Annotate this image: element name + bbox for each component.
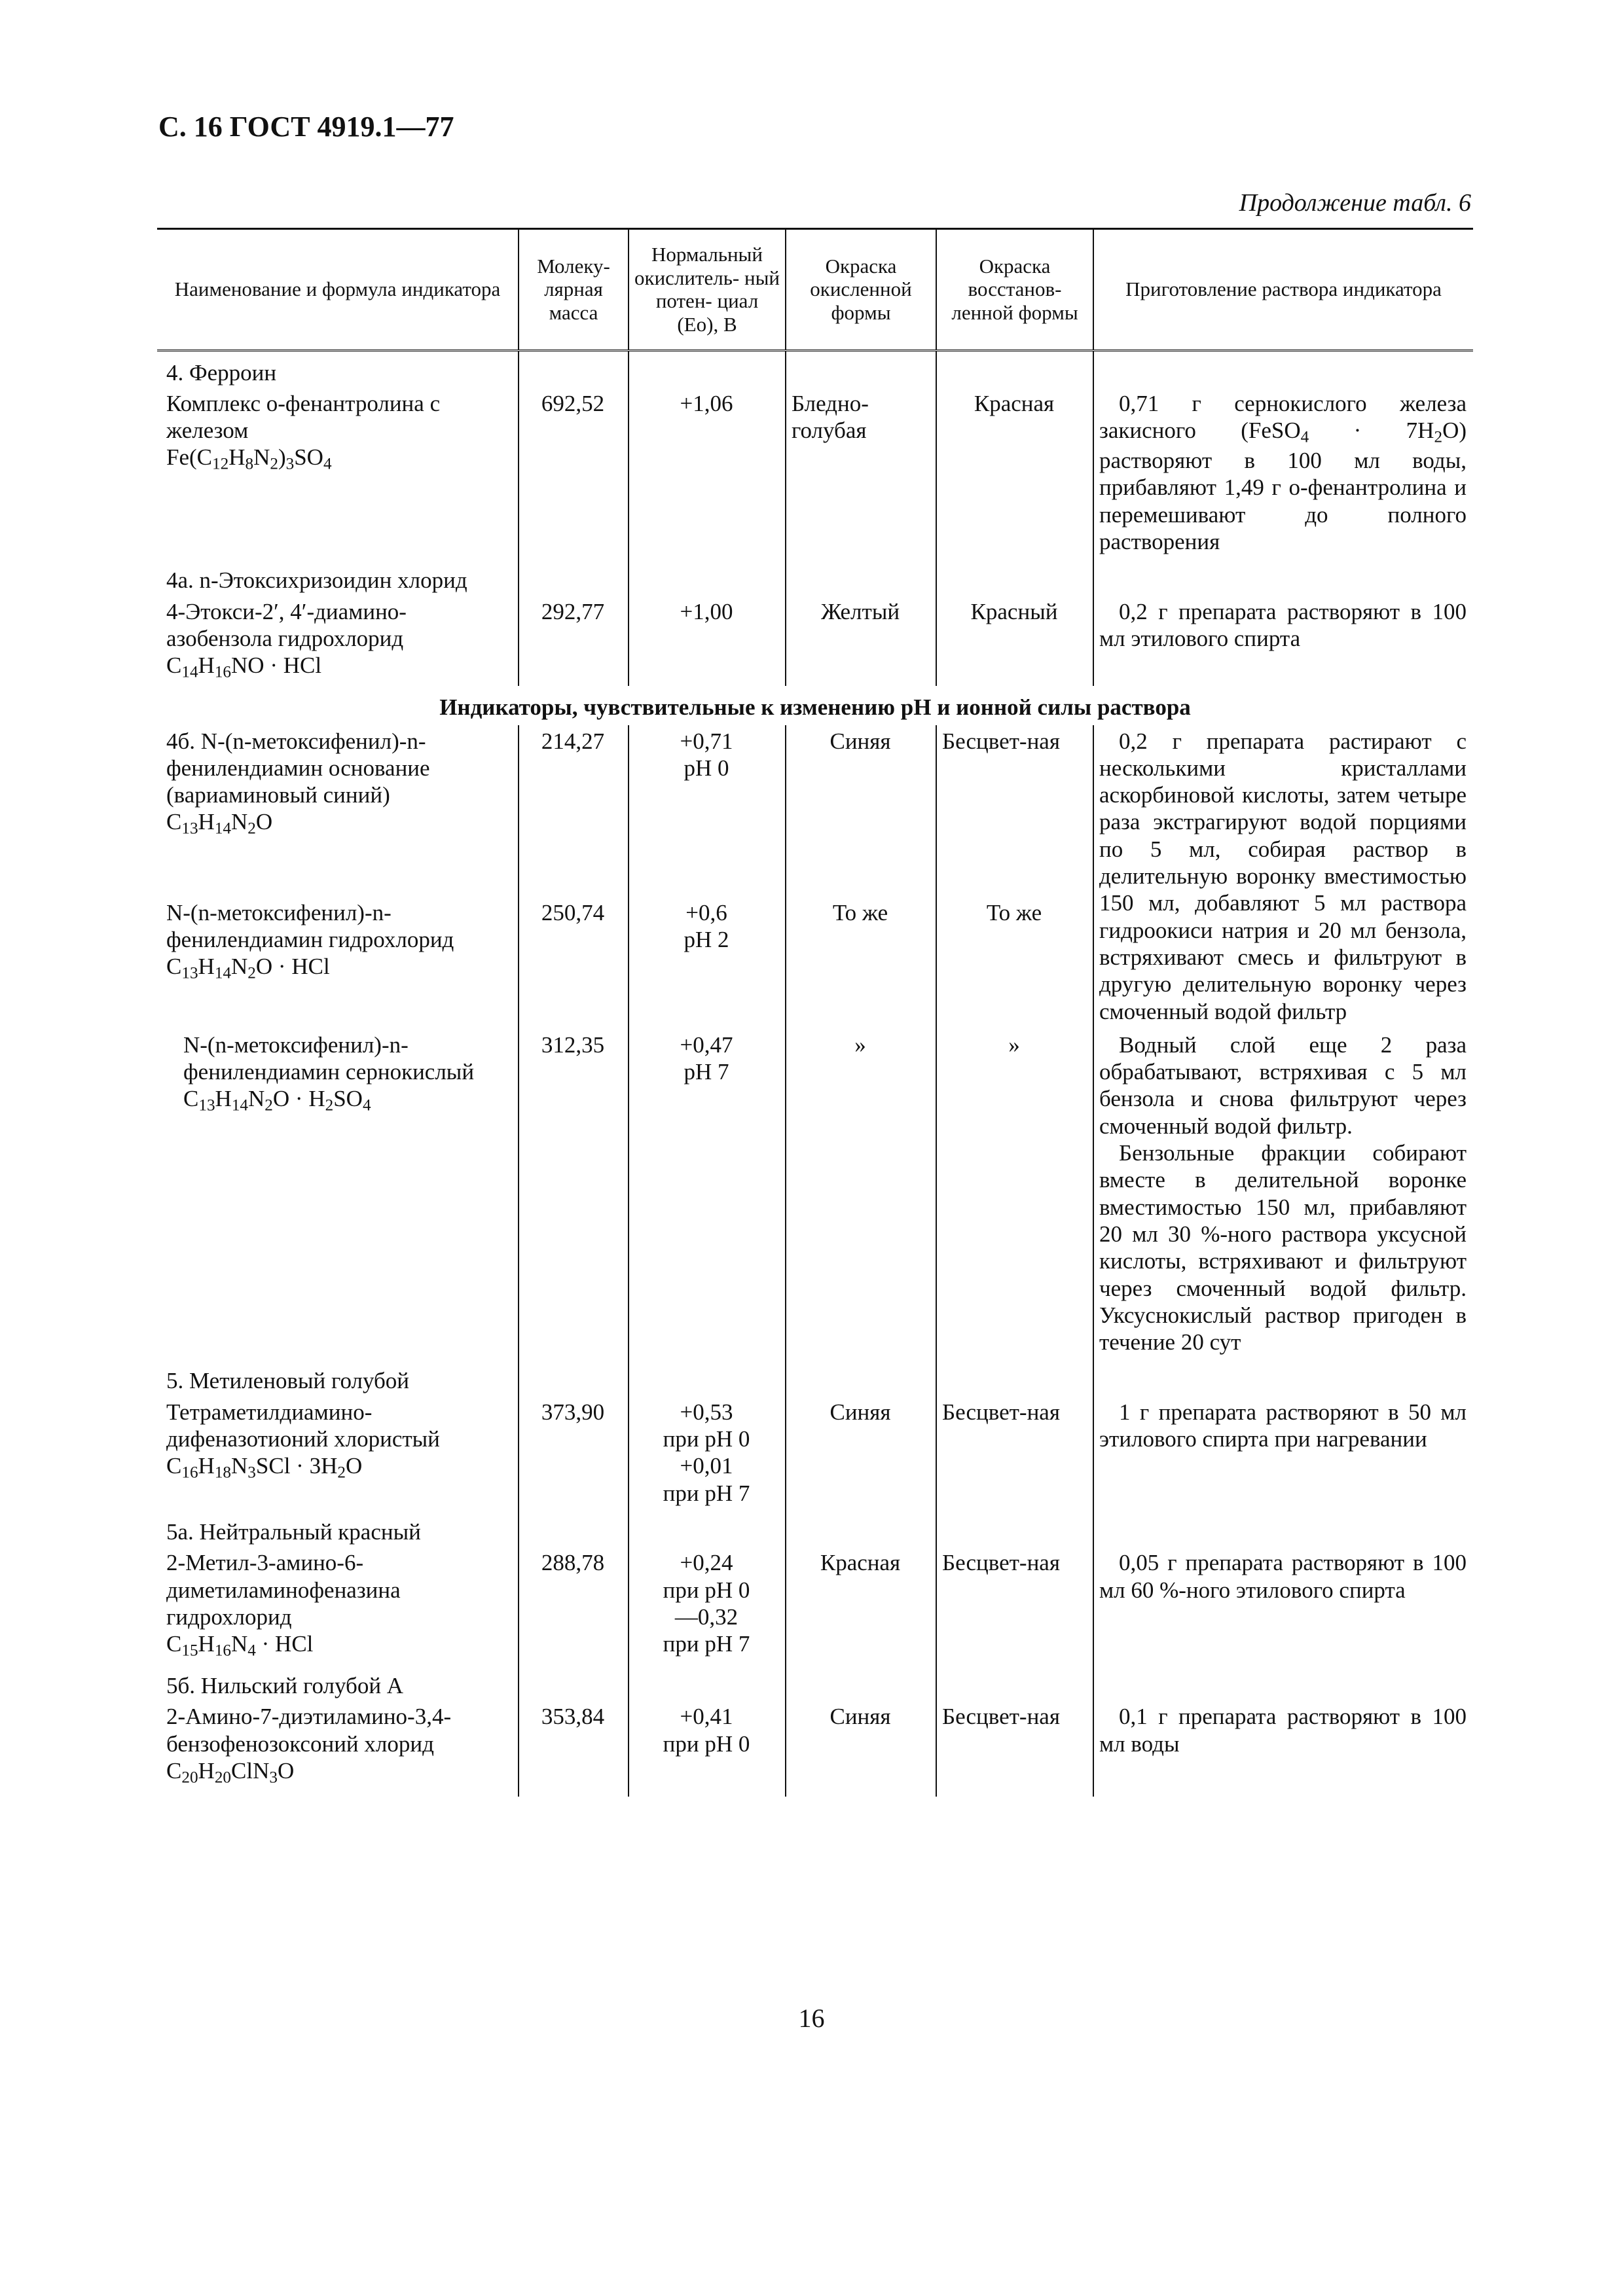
name-text: 4-Этокси-2′, 4′-диамино-азобензола гидрохлорид — [166, 598, 407, 651]
potential-ph: pH 2 — [684, 927, 729, 953]
preparation-paragraph: Бензольные фракции собирают вместе в делительной воронке вместимостью 150 мл, прибавляют 20 мл 30 %-ного раствора уксусной кислоты, встряхивают и фильтруют через смоченный водой фильтр. Уксуснокислый раствор пригоден в течение 20 сут — [1099, 1140, 1467, 1355]
reduced-color: Бесцвет-ная — [936, 1547, 1093, 1664]
group-row — [157, 350, 1473, 387]
name-text: N-(n-метоксифенил)-n-фенилендиамин гидрохлорид — [166, 899, 454, 953]
molar-mass: 373,90 — [519, 1396, 629, 1511]
molar-mass: 288,78 — [519, 1547, 629, 1664]
chemical-formula: $C_{13}H_{14}N_2O$ — [166, 809, 273, 838]
col-header-mass: Молеку- лярная масса — [519, 229, 629, 351]
indicator-name — [157, 1700, 519, 1797]
potential-value: +0,6 — [685, 899, 727, 925]
section-row — [157, 686, 1473, 725]
chemical-formula: $C_{14}H_{16}NO$ · HCl — [166, 653, 322, 681]
chemical-formula: $C_{13}H_{14}N_2O \cdot H_2SO_4$ — [183, 1086, 371, 1115]
indicator-name — [157, 897, 519, 1029]
potential: +1,06 — [629, 387, 786, 560]
potential — [629, 1029, 786, 1360]
table-row — [157, 596, 1473, 687]
reduced-color: Бесцвет-ная — [936, 1700, 1093, 1797]
reduced-color: » — [936, 1029, 1093, 1360]
indicator-name — [157, 1396, 519, 1511]
potential-value: +0,71 — [680, 728, 733, 754]
table-continuation-note: Продолжение табл. 6 — [1239, 189, 1471, 217]
preparation-text: 0,05 г препарата растворяют в 100 мл 60 %-ного этилового спирта — [1093, 1547, 1473, 1664]
name-text: N-(n-метоксифенил)-n-фенилендиамин сернокислый — [183, 1031, 475, 1085]
molar-mass: 353,84 — [519, 1700, 629, 1797]
oxidized-color: Синяя — [786, 725, 936, 897]
indicator-name — [157, 725, 519, 897]
potential-ph: pH 0 — [684, 755, 729, 781]
molar-mass: 250,74 — [519, 897, 629, 1029]
reduced-color: Бесцвет-ная — [936, 1396, 1093, 1511]
potential-line: +0,24 — [680, 1550, 733, 1576]
oxidized-color: Бледно-голубая — [786, 387, 936, 560]
potential: +1,00 — [629, 596, 786, 687]
name-text: 2-Амино-7-диэтиламино-3,4-бензофенозоксоний хлорид — [166, 1704, 452, 1757]
oxidized-color: Синяя — [786, 1396, 936, 1511]
oxidized-color: Красная — [786, 1547, 936, 1664]
group-row — [157, 1359, 1473, 1395]
table-row — [157, 725, 1473, 897]
group-row — [157, 1511, 1473, 1547]
indicator-name — [157, 596, 519, 687]
potential-line: +0,53 — [680, 1399, 733, 1425]
chemical-formula: $Fe(C_{12}H_8N_2)_3SO_4$ — [166, 444, 332, 473]
oxidized-color: » — [786, 1029, 936, 1360]
indicator-name — [157, 1029, 519, 1360]
potential-line: при pH 7 — [663, 1631, 750, 1657]
indicator-name — [157, 1547, 519, 1664]
group-row — [157, 1664, 1473, 1700]
potential-line: при pH 7 — [663, 1480, 750, 1506]
molar-mass: 312,35 — [519, 1029, 629, 1360]
potential-line: при pH 0 — [663, 1731, 750, 1757]
molar-mass: 214,27 — [519, 725, 629, 897]
col-header-ox-color: Окраска окисленной формы — [786, 229, 936, 351]
name-text: 2-Метил-3-амино-6-диметиламинофеназина гидрохлорид — [166, 1550, 401, 1630]
preparation-text: 0,2 г препарата растворяют в 100 мл этилового спирта — [1093, 596, 1473, 687]
oxidized-color: Желтый — [786, 596, 936, 687]
indicator-name — [157, 387, 519, 560]
chemical-formula: $C_{20}H_{20}ClN_3O$ — [166, 1758, 295, 1787]
table-row — [157, 387, 1473, 560]
potential — [629, 1396, 786, 1511]
oxidized-color: Синяя — [786, 1700, 936, 1797]
col-header-preparation: Приготовление раствора индикатора — [1093, 229, 1473, 351]
col-header-red-color: Окраска восстанов- ленной формы — [936, 229, 1093, 351]
group-title: 5б. Нильский голубой А — [166, 1673, 404, 1699]
page-number: 16 — [798, 2003, 825, 2033]
group-title: 5. Метиленовый голубой — [166, 1368, 410, 1394]
col-header-potential: Нормальный окислитель- ный потен- циал (Eo), В — [629, 229, 786, 351]
potential-ph: pH 7 — [684, 1059, 729, 1085]
potential-line: при pH 0 — [663, 1577, 750, 1603]
preparation-text: 0,1 г препарата растворяют в 100 мл воды — [1093, 1700, 1473, 1797]
preparation-text: 1 г препарата растворяют в 50 мл этилового спирта при нагревании — [1093, 1396, 1473, 1511]
potential-line: при pH 0 — [663, 1426, 750, 1452]
potential — [629, 725, 786, 897]
preparation-paragraph: Водный слой еще 2 раза обрабатывают, встряхивая с 5 мл бензола и снова фильтруют через смоченный водой фильтр. — [1099, 1031, 1467, 1139]
col-header-name: Наименование и формула индикатора — [157, 229, 519, 351]
potential — [629, 897, 786, 1029]
chemical-formula: $C_{16}H_{18}N_3SCl \cdot 3H_2O$ — [166, 1453, 363, 1482]
molar-mass: 292,77 — [519, 596, 629, 687]
potential-value: +0,47 — [680, 1031, 733, 1058]
oxidized-color: То же — [786, 897, 936, 1029]
reduced-color: Красный — [936, 596, 1093, 687]
table-header-row — [157, 229, 1473, 351]
chemical-formula: $C_{13}H_{14}N_2O$ · HCl — [166, 954, 330, 982]
potential-line: +0,01 — [680, 1453, 733, 1479]
indicator-table — [157, 228, 1473, 1797]
group-title: 5а. Нейтральный красный — [166, 1518, 421, 1545]
potential-line: +0,41 — [680, 1704, 733, 1730]
table-row — [157, 1396, 1473, 1511]
reduced-color: Красная — [936, 387, 1093, 560]
potential — [629, 1700, 786, 1797]
preparation-text — [1093, 1029, 1473, 1360]
molar-mass: 692,52 — [519, 387, 629, 560]
potential — [629, 1547, 786, 1664]
group-title: 4б. N-(n-метоксифенил)-n-фенилендиамин основание (вариаминовый синий) — [166, 728, 430, 808]
reduced-color: Бесцвет-ная — [936, 725, 1093, 897]
preparation-text: 0,2 г препарата растирают с несколькими кристаллами аскорбиновой кислоты, затем четыре раза экстрагируют водой порциями по 5 мл, собирая раствор в делительную воронку вместимостью 150 мл, добавляют 5 мл раствора гидроокиси натрия и 20 мл бензола, встряхивают смесь и фильтруют в другую делительную воронку через смоченный водой фильтр — [1093, 725, 1473, 1029]
table-row — [157, 1700, 1473, 1797]
page-header: С. 16 ГОСТ 4919.1—77 — [158, 111, 454, 143]
group-row — [157, 559, 1473, 595]
preparation-text: 0,71 г сернокислого железа закисного (FeSO$_4$ · $7H_2O$) растворяют в 100 мл воды, прибавляют 1,49 г о-фенантролина и перемешивают до полного растворения — [1093, 387, 1473, 560]
potential-line: —0,32 — [674, 1604, 739, 1630]
reduced-color: То же — [936, 897, 1093, 1029]
group-title: 4а. n-Этоксихризоидин хлорид — [166, 567, 467, 594]
group-title: 4. Ферроин — [166, 359, 277, 386]
section-title: Индикаторы, чувствительные к изменению pH и ионной силы раствора — [439, 694, 1191, 721]
table-row — [157, 1547, 1473, 1664]
name-text: Тетраметилдиамино-дифеназотионий хлористый — [166, 1399, 440, 1452]
name-text: Комплекс о-фенантролина с железом — [166, 390, 441, 444]
chemical-formula: $C_{15}H_{16}N_4$ · HCl — [166, 1631, 314, 1660]
table-row — [157, 1029, 1473, 1360]
